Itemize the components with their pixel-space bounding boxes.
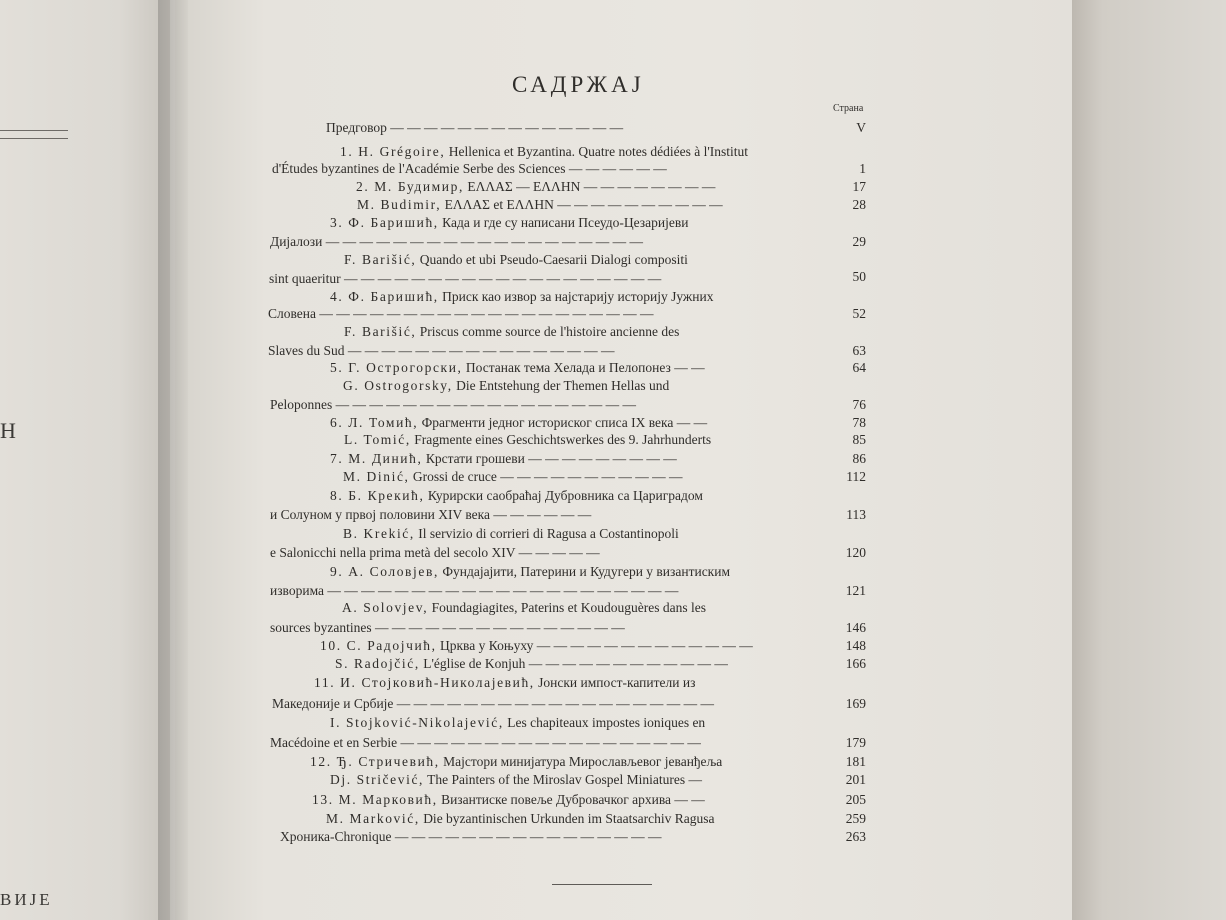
toc-entry-line: M. Dinić, Grossi de cruce — — — — — — — — — — —	[343, 469, 683, 484]
toc-page-number: 1	[859, 161, 866, 176]
leader-dashes: — — — — — — — — — — — — — — — — — — —	[322, 234, 643, 249]
toc-entry-line: B. Krekić, Il servizio di corrieri di Ragusa a Costantinopoli	[343, 526, 679, 541]
toc-entry-line: 11. И. Стојковић-Николајевић, Јонски импост-капители из	[314, 675, 696, 690]
left-page-letter: Н	[0, 418, 16, 443]
leader-dashes: — —	[671, 792, 705, 807]
toc-entry-line: F. Barišić, Quando et ubi Pseudo-Caesarii Dialogi compositi	[344, 252, 688, 267]
toc-page-number: 205	[845, 792, 866, 807]
toc-page-number: 121	[845, 583, 866, 598]
toc-entry-line: и Солуном у првој половини XIV века — — — — — —	[270, 507, 592, 522]
toc-page-number: 64	[852, 360, 866, 375]
leader-dashes: — —	[670, 360, 705, 375]
toc-entry-line: A. Solovjev, Foundagiagites, Paterins et Koudouguères dans les	[342, 600, 707, 615]
toc-entry-line: изворима — — — — — — — — — — — — — — — — — — — — —	[270, 583, 679, 598]
toc-entry-line: Словена — — — — — — — — — — — — — — — — — — — —	[268, 306, 654, 321]
toc-page-number: 120	[845, 545, 866, 560]
leader-dashes: — — — — — — — — — — — — — — — —	[344, 343, 615, 358]
toc-page-number: 169	[845, 696, 866, 711]
toc-entry-line: Macédoine et en Serbie — — — — — — — — — — — — — — — — — —	[270, 735, 701, 750]
leader-dashes: —	[685, 772, 702, 787]
toc-entry-line: Дијалози — — — — — — — — — — — — — — — — — — —	[270, 234, 643, 249]
leader-dashes: — — — — — —	[565, 161, 667, 176]
leader-dashes: — — — — — — — — — — — — —	[533, 638, 753, 653]
toc-page-number: V	[856, 120, 866, 135]
toc-entry-line: 3. Ф. Баришић, Када и где су написани Псеудо-Цезаријеви	[330, 215, 689, 230]
toc-page-number: 112	[846, 469, 866, 484]
toc-page-number: 113	[846, 507, 866, 522]
toc-entry-line: M. Budimir, ΕΛΛΑΣ et ΕΛΛΗΝ — — — — — — — — — —	[357, 197, 723, 212]
toc-entry-line: L. Tomić, Fragmente eines Geschichtswerkes des 9. Jahrhunderts	[344, 432, 712, 447]
leader-dashes: — — — — — — — — — — — — — — — — — — — — —	[324, 583, 679, 598]
toc-page-number: 28	[852, 197, 866, 212]
toc-entry-line: Хроника-Chronique — — — — — — — — — — — — — — — —	[280, 829, 662, 844]
leader-dashes: — — — — — — — — — — — — — — — — — — — —	[316, 306, 654, 321]
toc-page-number: 263	[845, 829, 866, 844]
toc-page-number: 86	[852, 451, 866, 466]
leader-dashes: — — — — — — — — — — — — — — — —	[391, 829, 662, 844]
toc-entry-line: Dj. Stričević, The Painters of the Miroslav Gospel Miniatures —	[330, 772, 702, 787]
toc-page-number: 78	[852, 415, 866, 430]
toc-page-number: 17	[852, 179, 866, 194]
left-page-bottom-text: ВИЈЕ	[0, 890, 53, 909]
toc-entry-line: 10. С. Радојчић, Црква у Коњуху — — — — — — — — — — — — —	[320, 638, 753, 653]
leader-dashes: — — — — — — — — — — —	[496, 469, 683, 484]
toc-entry-line: 5. Г. Острогорски, Постанак тема Хелада и Пелопонез — —	[330, 360, 705, 375]
toc-entry-line: 2. М. Будимир, ΕΛΛΑΣ — ΕΛΛΗΝ — — — — — — — —	[356, 179, 716, 194]
page-title: САДРЖАЈ	[512, 72, 645, 97]
toc-page-number: 76	[852, 397, 866, 412]
leader-dashes: — — — — — — — — — — — — — — — — — — —	[393, 696, 715, 711]
toc-entry-line: d'Études byzantines de l'Académie Serbe des Sciences — — — — — —	[272, 161, 667, 176]
toc-entry-line: 12. Ђ. Стричевић, Мајстори минијатура Мирослављевог јеванђеља	[310, 754, 723, 769]
leader-dashes: — — — — — — — — — — — — — — — — — —	[332, 397, 636, 412]
toc-page-number: 50	[852, 269, 866, 284]
toc-entry-line: sources byzantines — — — — — — — — — — — — — — —	[270, 620, 625, 635]
toc-page-number: 85	[852, 432, 866, 447]
toc-entry-line: sint quaeritur — — — — — — — — — — — — — — — — — — —	[269, 271, 662, 286]
toc-entry-line: S. Radojčić, L'église de Konjuh — — — — — — — — — — — —	[335, 656, 728, 671]
leader-dashes: — — — — — — — — — — — — — — — — — —	[397, 735, 701, 750]
toc-entry-line: F. Barišić, Priscus comme source de l'histoire ancienne des	[344, 324, 680, 339]
leader-dashes: — — — — — —	[490, 507, 592, 522]
toc-entry-line: 9. А. Соловјев, Фундајајити, Патерини и Кудугери у византиским	[330, 564, 731, 579]
leader-dashes: — — — — —	[515, 545, 600, 560]
leader-dashes: — — — — — — — —	[580, 179, 716, 194]
toc-entry-line: e Salonicchi nella prima metà del secolo XIV — — — — —	[270, 545, 600, 560]
leader-dashes: — — — — — — — — — — — — — —	[386, 120, 624, 135]
toc-page-number: 52	[852, 306, 866, 321]
toc-entry-line: Peloponnes — — — — — — — — — — — — — — — — — —	[270, 397, 636, 412]
toc-entry-line: 4. Ф. Баришић, Приск као извор за најстарију историју Јужних	[330, 289, 714, 304]
toc-page-number: 29	[852, 234, 866, 249]
toc-page-number: 166	[845, 656, 866, 671]
toc-entry-line: Slaves du Sud — — — — — — — — — — — — — — — —	[268, 343, 615, 358]
toc-page-number: 201	[845, 772, 866, 787]
toc-entry-line: 8. Б. Крекић, Курирски саобраћај Дубровника са Цариградом	[330, 488, 703, 503]
toc-page-number: 148	[845, 638, 866, 653]
toc-entry-line: I. Stojković-Nikolajević, Les chapiteaux impostes ioniques en	[330, 715, 706, 730]
toc-page-number: 259	[845, 811, 866, 826]
toc-entry-line: G. Ostrogorsky, Die Entstehung der Themen Hellas und	[343, 378, 670, 393]
leader-dashes: — — — — — — — — — — — — — — —	[371, 620, 625, 635]
toc-entry-line: 13. М. Марковић, Византиске повеље Дубровачког архива — —	[312, 792, 705, 807]
toc-page-number: 181	[845, 754, 866, 769]
toc-page-number: 179	[845, 735, 866, 750]
leader-dashes: — — — — — — — — — —	[553, 197, 723, 212]
bottom-divider	[552, 884, 652, 885]
page-column-header: Страна	[833, 103, 864, 114]
leader-dashes: — —	[673, 415, 708, 430]
toc-entry-line: Македоније и Србије — — — — — — — — — — — — — — — — — — —	[272, 696, 715, 711]
leader-dashes: — — — — — — — — —	[524, 451, 677, 466]
toc-entry-line: 7. М. Динић, Крстати грошеви — — — — — — — — —	[330, 451, 677, 466]
leader-dashes: — — — — — — — — — — — — — — — — — — —	[340, 271, 662, 286]
toc-page-number: 146	[845, 620, 866, 635]
toc-entry-line: 6. Л. Томић, Фрагменти једног историског списа IX века — —	[330, 415, 708, 430]
toc-entry-line: Предговор — — — — — — — — — — — — — —	[326, 120, 624, 135]
leader-dashes: — — — — — — — — — — — —	[525, 656, 728, 671]
toc-page-number: 63	[852, 343, 866, 358]
toc-entry-line: M. Marković, Die byzantinischen Urkunden im Staatsarchiv Ragusa	[326, 811, 715, 826]
toc-entry-line: 1. H. Grégoire, Hellenica et Byzantina. Quatre notes dédiées à l'Institut	[340, 144, 749, 159]
